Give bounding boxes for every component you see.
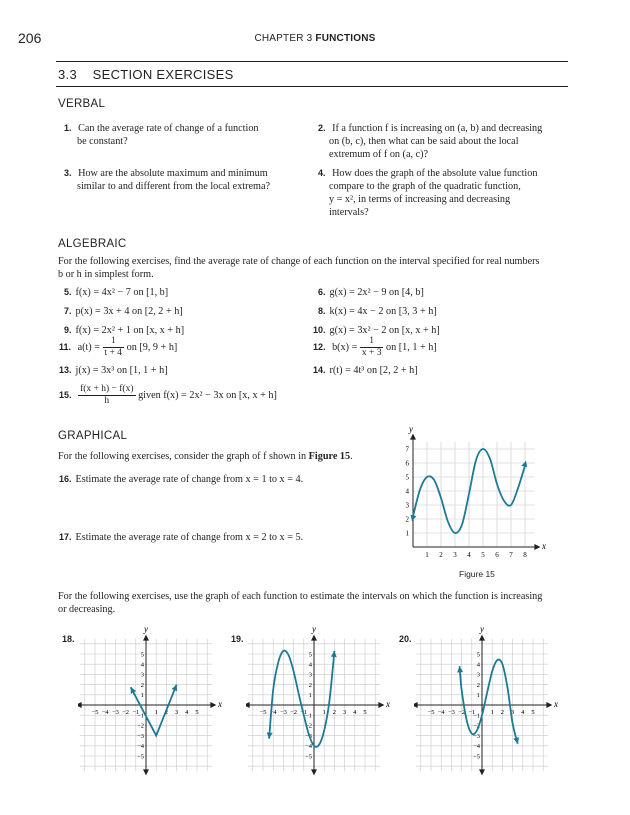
exercise-number: 7. xyxy=(64,306,72,316)
exercise-2 xyxy=(318,122,568,161)
y-tick-label: −4 xyxy=(473,743,480,751)
x-tick-label: 1 xyxy=(154,709,158,716)
exercise-11 xyxy=(59,336,177,359)
curve-arrow-right xyxy=(521,461,527,468)
x-tick-label: 1 xyxy=(322,709,326,716)
exercise-text: f(x) = 4x² − 7 on [1, b] xyxy=(75,287,169,298)
algebraic-intro xyxy=(58,255,568,281)
x-tick-label: 3 xyxy=(510,709,515,716)
x-tick-label: 3 xyxy=(342,709,347,716)
denominator: x + 3 xyxy=(361,348,382,358)
fraction xyxy=(103,336,125,359)
section-number: 3.3 xyxy=(58,67,77,82)
numerator: 1 xyxy=(360,336,384,348)
y-axis-arrow xyxy=(143,635,149,641)
exercise-text: f(x) = 2x² + 1 on [x, x + h] xyxy=(75,325,185,336)
algebraic-heading: ALGEBRAIC xyxy=(58,238,127,250)
x-tick-label: 1 xyxy=(425,551,429,559)
x-tick-label: −3 xyxy=(279,709,287,716)
x-axis-label: x xyxy=(542,541,546,551)
verbal-heading: VERBAL xyxy=(58,98,106,110)
exercise-number: 6. xyxy=(318,287,326,297)
y-tick-label: 3 xyxy=(405,501,409,510)
exercise-text: on [1, 1 + h] xyxy=(386,342,437,353)
exercise-18-number xyxy=(62,633,79,646)
curve-arrow-left xyxy=(457,666,463,672)
exercise-text: intervals? xyxy=(329,207,369,218)
y-tick-label: 1 xyxy=(140,692,144,700)
y-tick-label: 4 xyxy=(140,661,144,669)
y-tick-label: 7 xyxy=(405,445,409,454)
exercise-text: on [9, 9 + h] xyxy=(126,342,178,353)
exercise-15 xyxy=(59,384,277,407)
exercise-13 xyxy=(59,364,168,377)
x-axis-label: x xyxy=(218,699,222,709)
y-axis-arrow xyxy=(311,635,317,641)
x-axis-label: x xyxy=(554,699,558,709)
exercise-number: 16. xyxy=(59,474,72,484)
exercise-text: k(x) = 4x − 2 on [3, 3 + h] xyxy=(329,306,437,317)
y-axis-label: y xyxy=(144,624,148,634)
y-tick-label: −1 xyxy=(305,712,312,720)
exercise-number: 5. xyxy=(64,287,72,297)
exercise-number: 19. xyxy=(231,634,244,644)
y-axis-arrow xyxy=(143,769,149,775)
exercise-number: 4. xyxy=(318,168,326,178)
x-tick-label: 7 xyxy=(509,551,513,559)
exercise-number: 13. xyxy=(59,365,72,375)
y-tick-label: 1 xyxy=(308,692,312,700)
numerator: f(x + h) − f(x) xyxy=(80,384,134,394)
x-tick-label: −4 xyxy=(101,709,109,716)
exercise-text: How does the graph of the absolute value function xyxy=(332,168,538,179)
intro-text: For the following exercises, consider the graph of f shown in xyxy=(58,451,309,462)
y-tick-label: 5 xyxy=(476,651,480,659)
x-tick-label: −2 xyxy=(290,709,298,716)
x-tick-label: 4 xyxy=(185,709,189,716)
y-tick-label: 2 xyxy=(405,515,409,524)
y-tick-label: 5 xyxy=(140,651,144,659)
x-axis-arrow xyxy=(534,544,540,550)
x-tick-label: 2 xyxy=(164,709,169,716)
exercise-16 xyxy=(59,473,303,486)
exercise-7 xyxy=(64,305,183,318)
x-tick-label: −3 xyxy=(447,709,455,716)
exercise-text: g(x) = 3x² − 2 on [x, x + h] xyxy=(329,325,440,336)
y-tick-label: −5 xyxy=(305,753,312,761)
exercise-text: extremum of f on (a, c)? xyxy=(329,149,428,160)
y-tick-label: −5 xyxy=(137,753,144,761)
x-tick-label: 4 xyxy=(521,709,525,716)
x-tick-label: 5 xyxy=(363,709,367,716)
exercise-4 xyxy=(318,167,568,219)
y-axis-arrow xyxy=(410,434,416,440)
x-tick-label: −4 xyxy=(437,709,445,716)
exercise-number: 9. xyxy=(64,325,72,335)
denominator: t + 4 xyxy=(104,348,123,358)
exercise-number: 18. xyxy=(62,634,75,644)
exercise-text: How are the absolute maximum and minimum xyxy=(78,168,268,179)
page-number: 206 xyxy=(18,30,42,46)
x-tick-label: 4 xyxy=(467,551,471,559)
x-tick-label: −1 xyxy=(468,709,476,716)
exercise-text: Estimate the average rate of change from x = 2 to x = 5. xyxy=(75,532,304,543)
exercise-number: 1. xyxy=(64,123,72,133)
y-tick-label: 5 xyxy=(405,473,409,482)
x-tick-label: −5 xyxy=(91,709,99,716)
y-tick-label: 2 xyxy=(140,681,144,689)
exercise-number: 15. xyxy=(59,390,72,400)
exercise-text: a(t) = xyxy=(77,342,100,353)
x-axis-arrow xyxy=(414,702,418,708)
x-tick-label: 5 xyxy=(195,709,199,716)
section-title-text: SECTION EXERCISES xyxy=(92,67,234,82)
graphical-heading: GRAPHICAL xyxy=(58,430,128,442)
x-tick-label: −3 xyxy=(111,709,119,716)
exercise-8 xyxy=(318,305,437,318)
fraction xyxy=(360,336,384,359)
y-tick-label: 3 xyxy=(140,671,144,679)
x-tick-label: 4 xyxy=(353,709,357,716)
denominator: h xyxy=(104,396,110,406)
figure-caption: Figure 15 xyxy=(459,569,495,579)
x-tick-label: 6 xyxy=(495,551,499,559)
exercise-3 xyxy=(64,167,314,193)
x-tick-label: −1 xyxy=(132,709,140,716)
y-tick-label: 6 xyxy=(405,459,409,468)
x-tick-label: −5 xyxy=(259,709,267,716)
intro-text: b or h in simplest form. xyxy=(58,269,154,280)
exercise-number: 11. xyxy=(59,342,72,352)
exercise-text: similar to and different from the local extrema? xyxy=(77,181,271,192)
exercise-text: be constant? xyxy=(77,136,128,147)
exercise-number: 12. xyxy=(313,342,326,352)
intro-text: . xyxy=(350,451,353,462)
y-tick-label: −3 xyxy=(137,732,144,740)
fraction xyxy=(78,384,135,407)
exercise-19-graph xyxy=(246,620,396,780)
figure-15-graph xyxy=(395,420,555,565)
exercise-text: Estimate the average rate of change from x = 1 to x = 4. xyxy=(75,474,304,485)
x-tick-label: −5 xyxy=(427,709,435,716)
y-tick-label: 1 xyxy=(476,692,480,700)
section-rule-top xyxy=(56,61,568,62)
y-tick-label: 2 xyxy=(476,681,480,689)
y-axis-label: y xyxy=(480,624,484,634)
exercise-20-graph xyxy=(414,620,564,780)
x-tick-label: 8 xyxy=(523,551,527,559)
y-tick-label: 3 xyxy=(476,671,480,679)
y-tick-label: −1 xyxy=(137,712,144,720)
chapter-title: FUNCTIONS xyxy=(315,33,376,44)
x-tick-label: 5 xyxy=(531,709,535,716)
exercise-text: g(x) = 2x² − 9 on [4, b] xyxy=(329,287,424,298)
y-tick-label: −2 xyxy=(137,722,144,730)
exercise-6 xyxy=(318,286,424,299)
y-tick-label: −2 xyxy=(305,722,312,730)
exercise-14 xyxy=(313,364,418,377)
exercise-text: y = x², in terms of increasing and decreasing xyxy=(329,194,511,205)
y-tick-label: 5 xyxy=(308,651,312,659)
numerator: 1 xyxy=(103,336,125,348)
x-tick-label: −2 xyxy=(458,709,466,716)
exercise-text: given f(x) = 2x² − 3x on [x, x + h] xyxy=(138,390,277,401)
y-tick-label: 4 xyxy=(405,487,409,496)
y-tick-label: 4 xyxy=(308,661,312,669)
y-axis-label: y xyxy=(312,624,316,634)
exercise-text: j(x) = 3x³ on [1, 1 + h] xyxy=(75,365,168,376)
exercise-17 xyxy=(59,531,303,544)
graphical-intro-2 xyxy=(58,590,568,616)
x-tick-label: −1 xyxy=(300,709,308,716)
intro-text: For the following exercises, find the average rate of change of each function on the interval specified for real numbers xyxy=(58,256,540,267)
x-tick-label: 2 xyxy=(439,551,443,559)
x-tick-label: 3 xyxy=(174,709,179,716)
y-axis-arrow xyxy=(479,769,485,775)
exercise-text: compare to the graph of the quadratic function, xyxy=(329,181,521,192)
x-tick-label: 2 xyxy=(500,709,505,716)
exercise-text: b(x) = xyxy=(332,342,358,353)
section-title xyxy=(58,67,234,82)
exercise-number: 8. xyxy=(318,306,326,316)
y-tick-label: −3 xyxy=(305,732,312,740)
exercise-12 xyxy=(313,336,437,359)
function-curve xyxy=(269,651,337,747)
y-tick-label: −5 xyxy=(473,753,480,761)
y-tick-label: −4 xyxy=(137,743,144,751)
chapter-label: CHAPTER 3 xyxy=(254,33,313,44)
exercise-number: 17. xyxy=(59,532,72,542)
y-tick-label: 3 xyxy=(308,671,312,679)
y-axis-arrow xyxy=(479,635,485,641)
exercise-text: r(t) = 4t³ on [2, 2 + h] xyxy=(329,365,418,376)
x-axis-arrow xyxy=(546,702,552,708)
exercise-1 xyxy=(64,122,314,148)
section-rule-bottom xyxy=(56,86,568,87)
y-tick-label: 4 xyxy=(476,661,480,669)
exercise-number: 10. xyxy=(313,325,326,335)
exercise-number: 3. xyxy=(64,168,72,178)
x-axis-arrow xyxy=(378,702,384,708)
graphical-intro xyxy=(58,450,388,463)
function-curve xyxy=(460,660,518,744)
y-tick-label: 2 xyxy=(308,681,312,689)
exercise-number: 14. xyxy=(313,365,326,375)
chapter-header xyxy=(0,33,630,44)
exercise-5 xyxy=(64,286,168,299)
exercise-18-graph xyxy=(78,620,228,780)
x-tick-label: 5 xyxy=(481,551,485,559)
x-axis-label: x xyxy=(386,699,390,709)
y-tick-label: −1 xyxy=(473,712,480,720)
figure-reference: Figure 15 xyxy=(308,451,351,462)
y-axis-label: y xyxy=(409,424,413,434)
y-axis-arrow xyxy=(311,769,317,775)
x-tick-label: −4 xyxy=(269,709,277,716)
x-tick-label: −2 xyxy=(122,709,130,716)
intro-text: or decreasing. xyxy=(58,604,116,615)
exercise-text: on (b, c), then what can be said about the local xyxy=(329,136,519,147)
y-tick-label: −4 xyxy=(305,743,312,751)
y-tick-label: −2 xyxy=(473,722,480,730)
exercise-number: 20. xyxy=(399,634,412,644)
y-tick-label: 1 xyxy=(405,529,409,538)
intro-text: For the following exercises, use the graph of each function to estimate the intervals on which the function is increasing xyxy=(58,591,543,602)
x-axis-arrow xyxy=(210,702,216,708)
x-tick-label: 2 xyxy=(332,709,337,716)
x-tick-label: 3 xyxy=(453,551,457,559)
exercise-text: Can the average rate of change of a function xyxy=(78,123,259,134)
x-axis-arrow xyxy=(78,702,82,708)
exercise-number: 2. xyxy=(318,123,326,133)
exercise-text: If a function f is increasing on (a, b) and decreasing xyxy=(332,123,543,134)
x-tick-label: 1 xyxy=(490,709,494,716)
y-tick-label: −3 xyxy=(473,732,480,740)
x-axis-arrow xyxy=(246,702,250,708)
exercise-text: p(x) = 3x + 4 on [2, 2 + h] xyxy=(75,306,183,317)
